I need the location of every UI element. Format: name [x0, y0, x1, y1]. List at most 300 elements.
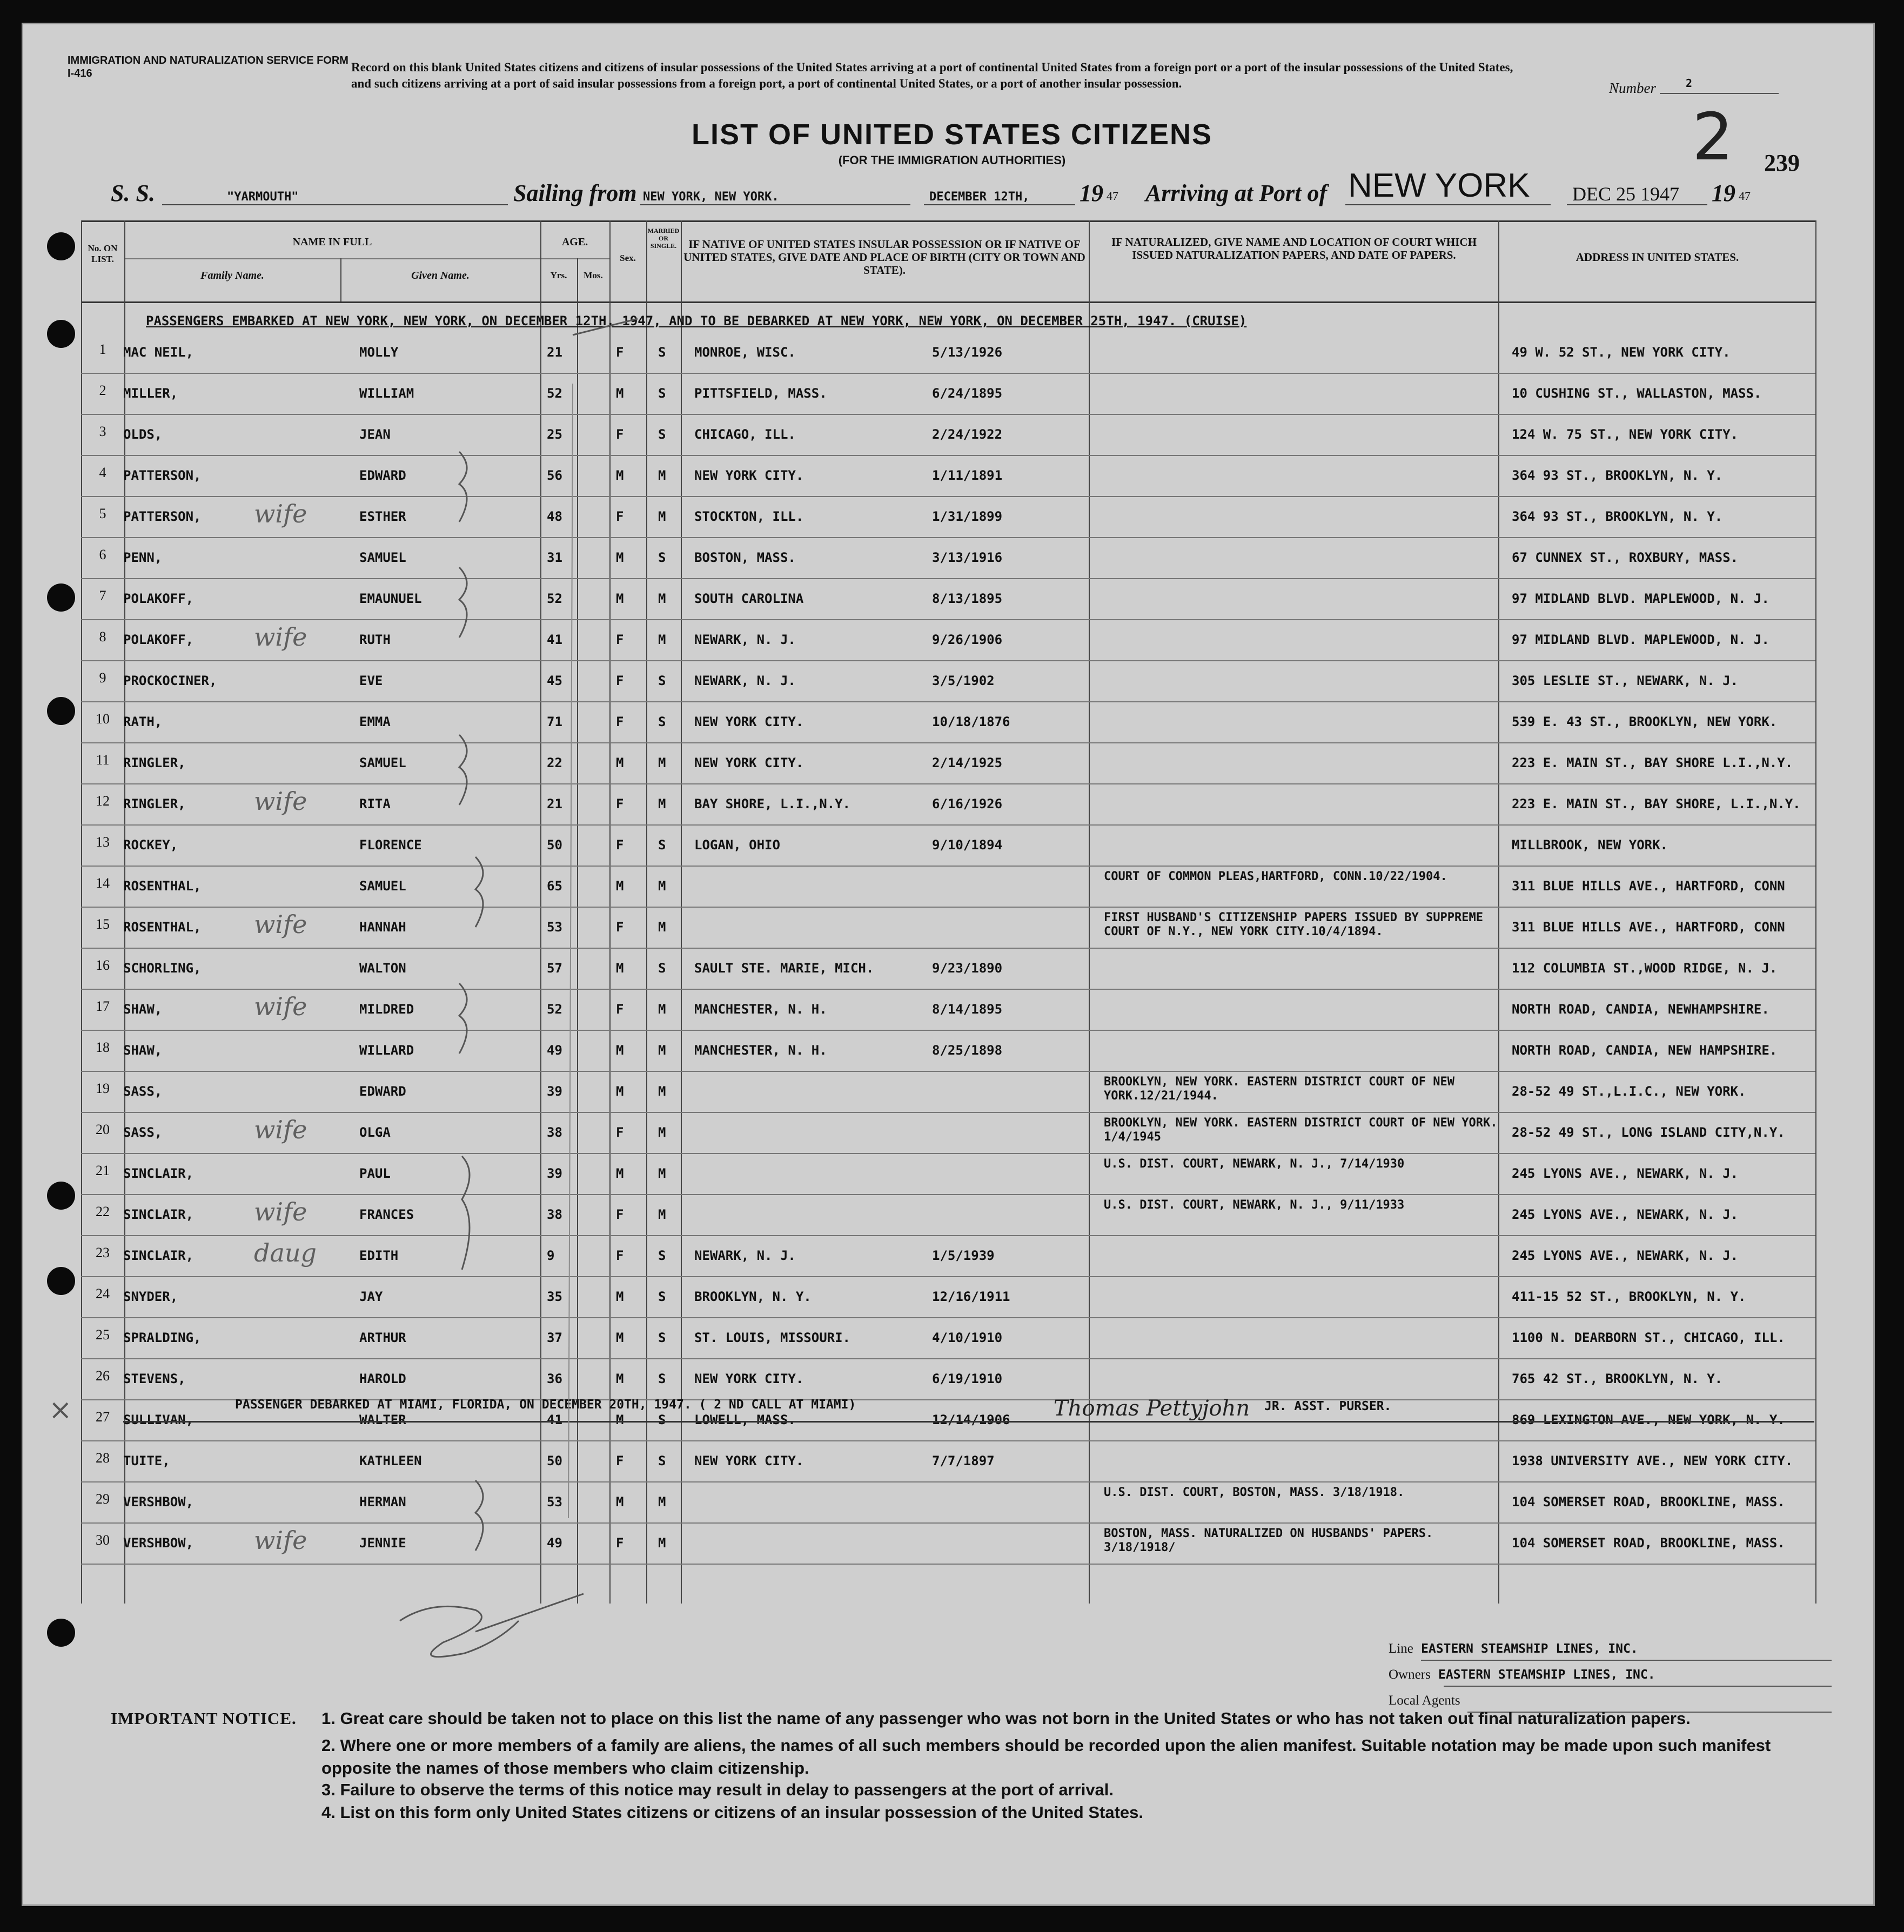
- sex: F: [616, 1002, 624, 1017]
- sailing-from-value: NEW YORK, NEW YORK.: [643, 190, 779, 204]
- address: 305 LESLIE ST., NEWARK, N. J.: [1512, 673, 1739, 688]
- birth-date: 8/14/1895: [932, 1002, 1003, 1017]
- notice-item: 1. Great care should be taken not to place on this list the name of any passenger who was not born in the United States or who has not taken out final naturalization papers.: [321, 1709, 1691, 1728]
- address: 223 E. MAIN ST., BAY SHORE, L.I.,N.Y.: [1512, 796, 1801, 811]
- age: 65: [547, 878, 562, 894]
- family-name: SASS,: [123, 1125, 163, 1140]
- col-yrs: Yrs.: [550, 270, 567, 280]
- bracket-mark: [459, 567, 467, 638]
- row-number: 5: [99, 506, 106, 521]
- birth-date: 1/5/1939: [932, 1248, 995, 1263]
- bracket-mark: [475, 1480, 483, 1551]
- purser-title: JR. ASST. PURSER.: [1264, 1399, 1392, 1413]
- family-name: ROSENTHAL,: [123, 878, 202, 894]
- row-number: 24: [96, 1286, 110, 1302]
- marital-status: M: [658, 591, 666, 606]
- given-name: WILLIAM: [359, 386, 414, 401]
- sex: M: [616, 386, 624, 401]
- handwritten-annotation: wife: [254, 622, 307, 652]
- naturalization: BROOKLYN, NEW YORK. EASTERN DISTRICT COURT OF NEW YORK. 1/4/1945: [1104, 1116, 1498, 1144]
- birth-date: 3/5/1902: [932, 673, 995, 688]
- row-number: 23: [96, 1245, 110, 1260]
- sex: F: [616, 920, 624, 935]
- address: 223 E. MAIN ST., BAY SHORE L.I.,N.Y.: [1512, 755, 1793, 770]
- sex: M: [616, 1289, 624, 1304]
- marital-status: M: [658, 1125, 666, 1140]
- arrival-date-stamp: DEC 25 1947: [1572, 183, 1679, 205]
- birth-place: BROOKLYN, N. Y.: [694, 1289, 812, 1304]
- birth-place: PITTSFIELD, MASS.: [694, 386, 827, 401]
- given-name: PAUL: [359, 1166, 391, 1181]
- family-name: SPRALDING,: [123, 1330, 202, 1345]
- col-sex: Sex.: [620, 253, 636, 263]
- age: 48: [547, 509, 562, 524]
- row-number: 15: [96, 916, 110, 932]
- age: 38: [547, 1207, 562, 1222]
- marital-status: S: [658, 345, 666, 360]
- age: 53: [547, 920, 562, 935]
- family-name: RATH,: [123, 714, 163, 729]
- birth-place: NEW YORK CITY.: [694, 1371, 804, 1386]
- debark-note: PASSENGER DEBARKED AT MIAMI, FLORIDA, ON DECEMBER 20TH, 1947. ( 2 ND CALL AT MIAMI): [235, 1398, 856, 1412]
- given-name: EMAUNUEL: [359, 591, 422, 606]
- age: 56: [547, 468, 562, 483]
- age: 21: [547, 345, 562, 360]
- sex: M: [616, 591, 624, 606]
- sex: F: [616, 837, 624, 853]
- family-name: MILLER,: [123, 386, 178, 401]
- address: 411-15 52 ST., BROOKLYN, N. Y.: [1512, 1289, 1746, 1304]
- family-name: SINCLAIR,: [123, 1166, 194, 1181]
- given-name: RITA: [359, 796, 391, 811]
- page-subtitle: (FOR THE IMMIGRATION AUTHORITIES): [838, 153, 1066, 167]
- official-stroke: [475, 1594, 584, 1632]
- birth-place: NEW YORK CITY.: [694, 714, 804, 729]
- col-address: ADDRESS IN UNITED STATES.: [1576, 251, 1739, 264]
- address: 1938 UNIVERSITY AVE., NEW YORK CITY.: [1512, 1453, 1793, 1468]
- marital-status: S: [658, 1453, 666, 1468]
- address: 765 42 ST., BROOKLYN, N. Y.: [1512, 1371, 1723, 1386]
- birth-date: 6/16/1926: [932, 796, 1003, 811]
- address: 104 SOMERSET ROAD, BROOKLINE, MASS.: [1512, 1494, 1785, 1510]
- row-number: 3: [99, 424, 106, 439]
- given-name: JAY: [359, 1289, 383, 1304]
- age: 31: [547, 550, 562, 565]
- birth-place: SOUTH CAROLINA: [694, 591, 804, 606]
- birth-date: 12/14/1906: [932, 1412, 1010, 1427]
- age: 50: [547, 1453, 562, 1468]
- sex: F: [616, 1535, 624, 1551]
- sex: M: [616, 1043, 624, 1058]
- age: 41: [547, 1412, 562, 1427]
- family-name: SHAW,: [123, 1002, 163, 1017]
- row-number: 9: [99, 670, 106, 686]
- birth-date: 2/24/1922: [932, 427, 1003, 442]
- sex: M: [616, 1494, 624, 1510]
- row-number: 12: [96, 793, 110, 809]
- address: 539 E. 43 ST., BROOKLYN, NEW YORK.: [1512, 714, 1778, 729]
- family-name: MAC NEIL,: [123, 345, 194, 360]
- marital-status: S: [658, 1248, 666, 1263]
- handwritten-annotation: wife: [254, 1197, 307, 1226]
- sex: F: [616, 1125, 624, 1140]
- age: 57: [547, 961, 562, 976]
- naturalization: U.S. DIST. COURT, NEWARK, N. J., 7/14/1930: [1104, 1157, 1405, 1171]
- address: 104 SOMERSET ROAD, BROOKLINE, MASS.: [1512, 1535, 1785, 1551]
- given-name: WALTER: [359, 1412, 406, 1427]
- purser-signature: Thomas Pettyjohn: [1054, 1396, 1250, 1421]
- family-name: SHAW,: [123, 1043, 163, 1058]
- row-number: 2: [99, 383, 106, 398]
- address: 28-52 49 ST., LONG ISLAND CITY,N.Y.: [1512, 1125, 1785, 1140]
- given-name: HANNAH: [359, 920, 406, 935]
- row-number: 10: [96, 711, 110, 727]
- handwritten-annotation: wife: [254, 1526, 307, 1555]
- birth-place: STOCKTON, ILL.: [694, 509, 804, 524]
- family-name: PATTERSON,: [123, 468, 202, 483]
- age: 39: [547, 1084, 562, 1099]
- row-number: 14: [96, 875, 110, 891]
- given-name: WILLARD: [359, 1043, 414, 1058]
- address: 97 MIDLAND BLVD. MAPLEWOOD, N. J.: [1512, 632, 1769, 647]
- given-name: EMMA: [359, 714, 391, 729]
- col-given-name: Given Name.: [411, 270, 470, 281]
- arrival-port: NEW YORK: [1348, 167, 1530, 204]
- naturalization: U.S. DIST. COURT, BOSTON, MASS. 3/18/1918.: [1104, 1486, 1405, 1499]
- marital-status: M: [658, 878, 666, 894]
- given-name: FLORENCE: [359, 837, 422, 853]
- birth-place: MANCHESTER, N. H.: [694, 1002, 827, 1017]
- address: 1100 N. DEARBORN ST., CHICAGO, ILL.: [1512, 1330, 1785, 1345]
- address: 245 LYONS AVE., NEWARK, N. J.: [1512, 1166, 1739, 1181]
- naturalization: U.S. DIST. COURT, NEWARK, N. J., 9/11/1933: [1104, 1198, 1405, 1212]
- given-name: JEAN: [359, 427, 391, 442]
- bracket-mark: [475, 857, 483, 927]
- family-name: STEVENS,: [123, 1371, 186, 1386]
- birth-place: NEW YORK CITY.: [694, 1453, 804, 1468]
- birth-date: 10/18/1876: [932, 714, 1010, 729]
- row-number: 25: [96, 1327, 110, 1343]
- age: 52: [547, 591, 562, 606]
- age: 71: [547, 714, 562, 729]
- stamp-number: 239: [1764, 150, 1800, 176]
- row-number: 30: [96, 1532, 110, 1548]
- birth-place: BOSTON, MASS.: [694, 550, 796, 565]
- family-name: SNYDER,: [123, 1289, 178, 1304]
- birth-place: ST. LOUIS, MISSOURI.: [694, 1330, 850, 1345]
- sex: M: [616, 550, 624, 565]
- bracket-mark: [459, 452, 467, 522]
- age: 50: [547, 837, 562, 853]
- sex: F: [616, 345, 624, 360]
- address: 869 LEXINGTON AVE., NEW YORK, N. Y.: [1512, 1412, 1785, 1427]
- sex: M: [616, 1412, 624, 1427]
- row-number: 28: [96, 1450, 110, 1466]
- marital-status: S: [658, 427, 666, 442]
- address: 245 LYONS AVE., NEWARK, N. J.: [1512, 1248, 1739, 1263]
- birth-date: 5/13/1926: [932, 345, 1003, 360]
- address: 49 W. 52 ST., NEW YORK CITY.: [1512, 345, 1731, 360]
- given-name: SAMUEL: [359, 878, 406, 894]
- family-name: VERSHBOW,: [123, 1535, 194, 1551]
- sex: M: [616, 878, 624, 894]
- line-label: Line: [1389, 1641, 1413, 1656]
- handwritten-annotation: wife: [254, 992, 307, 1021]
- family-name: PROCKOCINER,: [123, 673, 217, 688]
- given-name: ARTHUR: [359, 1330, 406, 1345]
- birth-date: 8/25/1898: [932, 1043, 1003, 1058]
- arrival-year: 47: [1739, 189, 1751, 203]
- marital-status: M: [658, 1166, 666, 1181]
- handwritten-sheet-number: 2: [1692, 100, 1734, 175]
- sailing-date-value: DECEMBER 12TH,: [929, 190, 1030, 204]
- sailing-from-label: Sailing from: [513, 180, 637, 206]
- naturalization: FIRST HUSBAND'S CITIZENSHIP PAPERS ISSUED BY SUPPREME COURT OF N.Y., NEW YORK CITY.10/4/1894.: [1104, 911, 1483, 938]
- address: 124 W. 75 ST., NEW YORK CITY.: [1512, 427, 1739, 442]
- row-number: 21: [96, 1163, 110, 1178]
- marital-status: M: [658, 1002, 666, 1017]
- row-number: 4: [99, 465, 106, 480]
- row-number: 26: [96, 1368, 110, 1384]
- notice-label: IMPORTANT NOTICE.: [111, 1709, 297, 1728]
- row-number: 11: [96, 752, 110, 768]
- birth-place: CHICAGO, ILL.: [694, 427, 796, 442]
- birth-place: NEWARK, N. J.: [694, 1248, 796, 1263]
- arriving-label: Arriving at Port of: [1145, 180, 1328, 206]
- family-name: ROCKEY,: [123, 837, 178, 853]
- ship-name: "YARMOUTH": [227, 190, 299, 204]
- birth-date: 2/14/1925: [932, 755, 1003, 770]
- given-name: SAMUEL: [359, 755, 406, 770]
- birth-place: LOGAN, OHIO: [694, 837, 780, 853]
- marital-status: M: [658, 632, 666, 647]
- marital-status: M: [658, 796, 666, 811]
- family-name: SASS,: [123, 1084, 163, 1099]
- family-name: SCHORLING,: [123, 961, 202, 976]
- marital-status: S: [658, 1371, 666, 1386]
- given-name: MOLLY: [359, 345, 399, 360]
- sex: M: [616, 755, 624, 770]
- sex: M: [616, 1166, 624, 1181]
- address: NORTH ROAD, CANDIA, NEW HAMPSHIRE.: [1512, 1043, 1778, 1058]
- family-name: PENN,: [123, 550, 163, 565]
- given-name: KATHLEEN: [359, 1453, 422, 1468]
- sex: F: [616, 1248, 624, 1263]
- family-name: VERSHBOW,: [123, 1494, 194, 1510]
- row-number: 17: [96, 998, 110, 1014]
- age: 22: [547, 755, 562, 770]
- owners-value: EASTERN STEAMSHIP LINES, INC.: [1438, 1668, 1655, 1682]
- marital-status: S: [658, 961, 666, 976]
- local-agents-label: Local Agents: [1389, 1693, 1460, 1708]
- row-number: 7: [99, 588, 106, 603]
- birth-date: 4/10/1910: [932, 1330, 1003, 1345]
- marital-status: M: [658, 468, 666, 483]
- sailing-year-prefix: 19: [1080, 180, 1103, 206]
- address: 10 CUSHING ST., WALLASTON, MASS.: [1512, 386, 1762, 401]
- address: 97 MIDLAND BLVD. MAPLEWOOD, N. J.: [1512, 591, 1769, 606]
- row-number: 29: [96, 1491, 110, 1507]
- marital-status: M: [658, 509, 666, 524]
- notice-item: 3. Failure to observe the terms of this notice may result in delay to passengers at the port of arrival.: [321, 1780, 1114, 1799]
- age: 53: [547, 1494, 562, 1510]
- col-name-in-full: NAME IN FULL: [292, 236, 372, 248]
- ss-label: S. S.: [111, 180, 155, 206]
- birth-place: SAULT STE. MARIE, MICH.: [694, 961, 874, 976]
- col-no: No. ON LIST.: [88, 243, 118, 264]
- birth-place: MANCHESTER, N. H.: [694, 1043, 827, 1058]
- handwritten-annotation: daug: [254, 1238, 317, 1267]
- naturalization: BROOKLYN, NEW YORK. EASTERN DISTRICT COURT OF NEW YORK.12/21/1944.: [1104, 1075, 1455, 1103]
- number-label: Number: [1609, 80, 1656, 96]
- col-naturalized: IF NATURALIZED, GIVE NAME AND LOCATION OF COURT WHICH ISSUED NATURALIZATION PAPERS, AND DATE OF PAPERS.: [1111, 236, 1477, 261]
- marital-status: M: [658, 1494, 666, 1510]
- address: 245 LYONS AVE., NEWARK, N. J.: [1512, 1207, 1739, 1222]
- marital-status: S: [658, 837, 666, 853]
- col-married-single: MARRIED OR SINGLE.: [647, 227, 680, 250]
- age: 37: [547, 1330, 562, 1345]
- bracket-mark: [459, 983, 467, 1054]
- arrival-year-prefix: 19: [1712, 180, 1735, 206]
- row-number: 13: [96, 834, 110, 850]
- age: 38: [547, 1125, 562, 1140]
- sex: F: [616, 1207, 624, 1222]
- marital-status: S: [658, 1289, 666, 1304]
- family-name: OLDS,: [123, 427, 163, 442]
- address: 67 CUNNEX ST., ROXBURY, MASS.: [1512, 550, 1739, 565]
- birth-place: NEWARK, N. J.: [694, 673, 796, 688]
- age: 9: [547, 1248, 555, 1263]
- given-name: HAROLD: [359, 1371, 406, 1386]
- family-name: RINGLER,: [123, 755, 186, 770]
- row-number: 8: [99, 629, 106, 645]
- family-name: SINCLAIR,: [123, 1248, 194, 1263]
- marital-status: S: [658, 1330, 666, 1345]
- row-number: 18: [96, 1039, 110, 1055]
- address: 112 COLUMBIA ST.,WOOD RIDGE, N. J.: [1512, 961, 1778, 976]
- marital-status: S: [658, 714, 666, 729]
- margin-x-mark: ×: [49, 1394, 72, 1426]
- form-label: IMMIGRATION AND NATURALIZATION SERVICE FORM I-416: [68, 55, 348, 79]
- birth-place: NEW YORK CITY.: [694, 755, 804, 770]
- family-name: ROSENTHAL,: [123, 920, 202, 935]
- line-value: EASTERN STEAMSHIP LINES, INC.: [1421, 1642, 1638, 1656]
- age: 52: [547, 1002, 562, 1017]
- birth-date: 9/23/1890: [932, 961, 1003, 976]
- address: NORTH ROAD, CANDIA, NEWHAMPSHIRE.: [1512, 1002, 1769, 1017]
- given-name: HERMAN: [359, 1494, 406, 1510]
- address: 311 BLUE HILLS AVE., HARTFORD, CONN: [1512, 920, 1785, 935]
- row-number: 19: [96, 1081, 110, 1096]
- marital-status: M: [658, 1535, 666, 1551]
- birth-date: 3/13/1916: [932, 550, 1003, 565]
- marital-status: S: [658, 673, 666, 688]
- family-name: SULLIVAN,: [123, 1412, 194, 1427]
- notice-item: 2. Where one or more members of a family are aliens, the names of all such members should be recorded upon the alien manifest. Suitable notation may be made upon such manifest opposite the names of those members who claim citizenship.: [321, 1736, 1771, 1777]
- marital-status: M: [658, 1084, 666, 1099]
- family-name: RINGLER,: [123, 796, 186, 811]
- col-family-name: Family Name.: [200, 270, 264, 281]
- given-name: EDWARD: [359, 1084, 406, 1099]
- given-name: JENNIE: [359, 1535, 406, 1551]
- age: 21: [547, 796, 562, 811]
- sailing-year: 47: [1107, 189, 1118, 203]
- birth-date: 8/13/1895: [932, 591, 1003, 606]
- marital-status: M: [658, 920, 666, 935]
- birth-place: NEW YORK CITY.: [694, 468, 804, 483]
- birth-date: 6/24/1895: [932, 386, 1003, 401]
- owners-label: Owners: [1389, 1667, 1431, 1682]
- marital-status: M: [658, 755, 666, 770]
- family-name: TUITE,: [123, 1453, 170, 1468]
- handwritten-annotation: wife: [254, 499, 307, 528]
- age: 41: [547, 632, 562, 647]
- birth-place: MONROE, WISC.: [694, 345, 796, 360]
- age: 49: [547, 1043, 562, 1058]
- sex: M: [616, 961, 624, 976]
- sex: M: [616, 1084, 624, 1099]
- handwritten-annotation: wife: [254, 910, 307, 939]
- number-value: 2: [1686, 77, 1693, 90]
- page-title: LIST OF UNITED STATES CITIZENS: [692, 118, 1212, 151]
- naturalization: COURT OF COMMON PLEAS,HARTFORD, CONN.10/22/1904.: [1104, 870, 1447, 883]
- marital-status: S: [658, 1412, 666, 1427]
- family-name: POLAKOFF,: [123, 632, 194, 647]
- birth-date: 6/19/1910: [932, 1371, 1003, 1386]
- birth-date: 12/16/1911: [932, 1289, 1010, 1304]
- given-name: SAMUEL: [359, 550, 406, 565]
- age: 49: [547, 1535, 562, 1551]
- col-age: AGE.: [561, 236, 588, 248]
- age-column-check: [568, 384, 573, 1518]
- family-name: SINCLAIR,: [123, 1207, 194, 1222]
- tick-mark: [573, 319, 638, 335]
- age: 52: [547, 386, 562, 401]
- naturalization: BOSTON, MASS. NATURALIZED ON HUSBANDS' PAPERS. 3/18/1918/: [1104, 1527, 1433, 1554]
- age: 35: [547, 1289, 562, 1304]
- given-name: WALTON: [359, 961, 406, 976]
- birth-date: 1/11/1891: [932, 468, 1003, 483]
- birth-date: 7/7/1897: [932, 1453, 995, 1468]
- col-native-birth: IF NATIVE OF UNITED STATES INSULAR POSSESSION OR IF NATIVE OF UNITED STATES, GIVE DATE AND PLACE OF BIRTH (CITY OR TOWN AND STATE).: [683, 238, 1085, 277]
- birth-place: NEWARK, N. J.: [694, 632, 796, 647]
- bracket-mark: [462, 1156, 470, 1270]
- marital-status: M: [658, 1207, 666, 1222]
- address: 364 93 ST., BROOKLYN, N. Y.: [1512, 468, 1723, 483]
- official-initials: [400, 1606, 519, 1656]
- age: 45: [547, 673, 562, 688]
- row-number: 16: [96, 957, 110, 973]
- sex: F: [616, 673, 624, 688]
- notice-item: 4. List on this form only United States citizens or citizens of an insular possession of the United States.: [321, 1803, 1143, 1822]
- sex: F: [616, 509, 624, 524]
- marital-status: M: [658, 1043, 666, 1058]
- sex: M: [616, 1371, 624, 1386]
- address: 28-52 49 ST.,L.I.C., NEW YORK.: [1512, 1084, 1746, 1099]
- age: 39: [547, 1166, 562, 1181]
- sex: M: [616, 1330, 624, 1345]
- handwritten-annotation: wife: [254, 1115, 307, 1144]
- given-name: EDITH: [359, 1248, 399, 1263]
- address: 364 93 ST., BROOKLYN, N. Y.: [1512, 509, 1723, 524]
- sex: F: [616, 714, 624, 729]
- birth-date: 1/31/1899: [932, 509, 1003, 524]
- line-owners-agents: [1389, 1636, 1655, 1714]
- sex: M: [616, 468, 624, 483]
- row-number: 6: [99, 547, 106, 562]
- row-number: 22: [96, 1204, 110, 1219]
- address: MILLBROOK, NEW YORK.: [1512, 837, 1668, 853]
